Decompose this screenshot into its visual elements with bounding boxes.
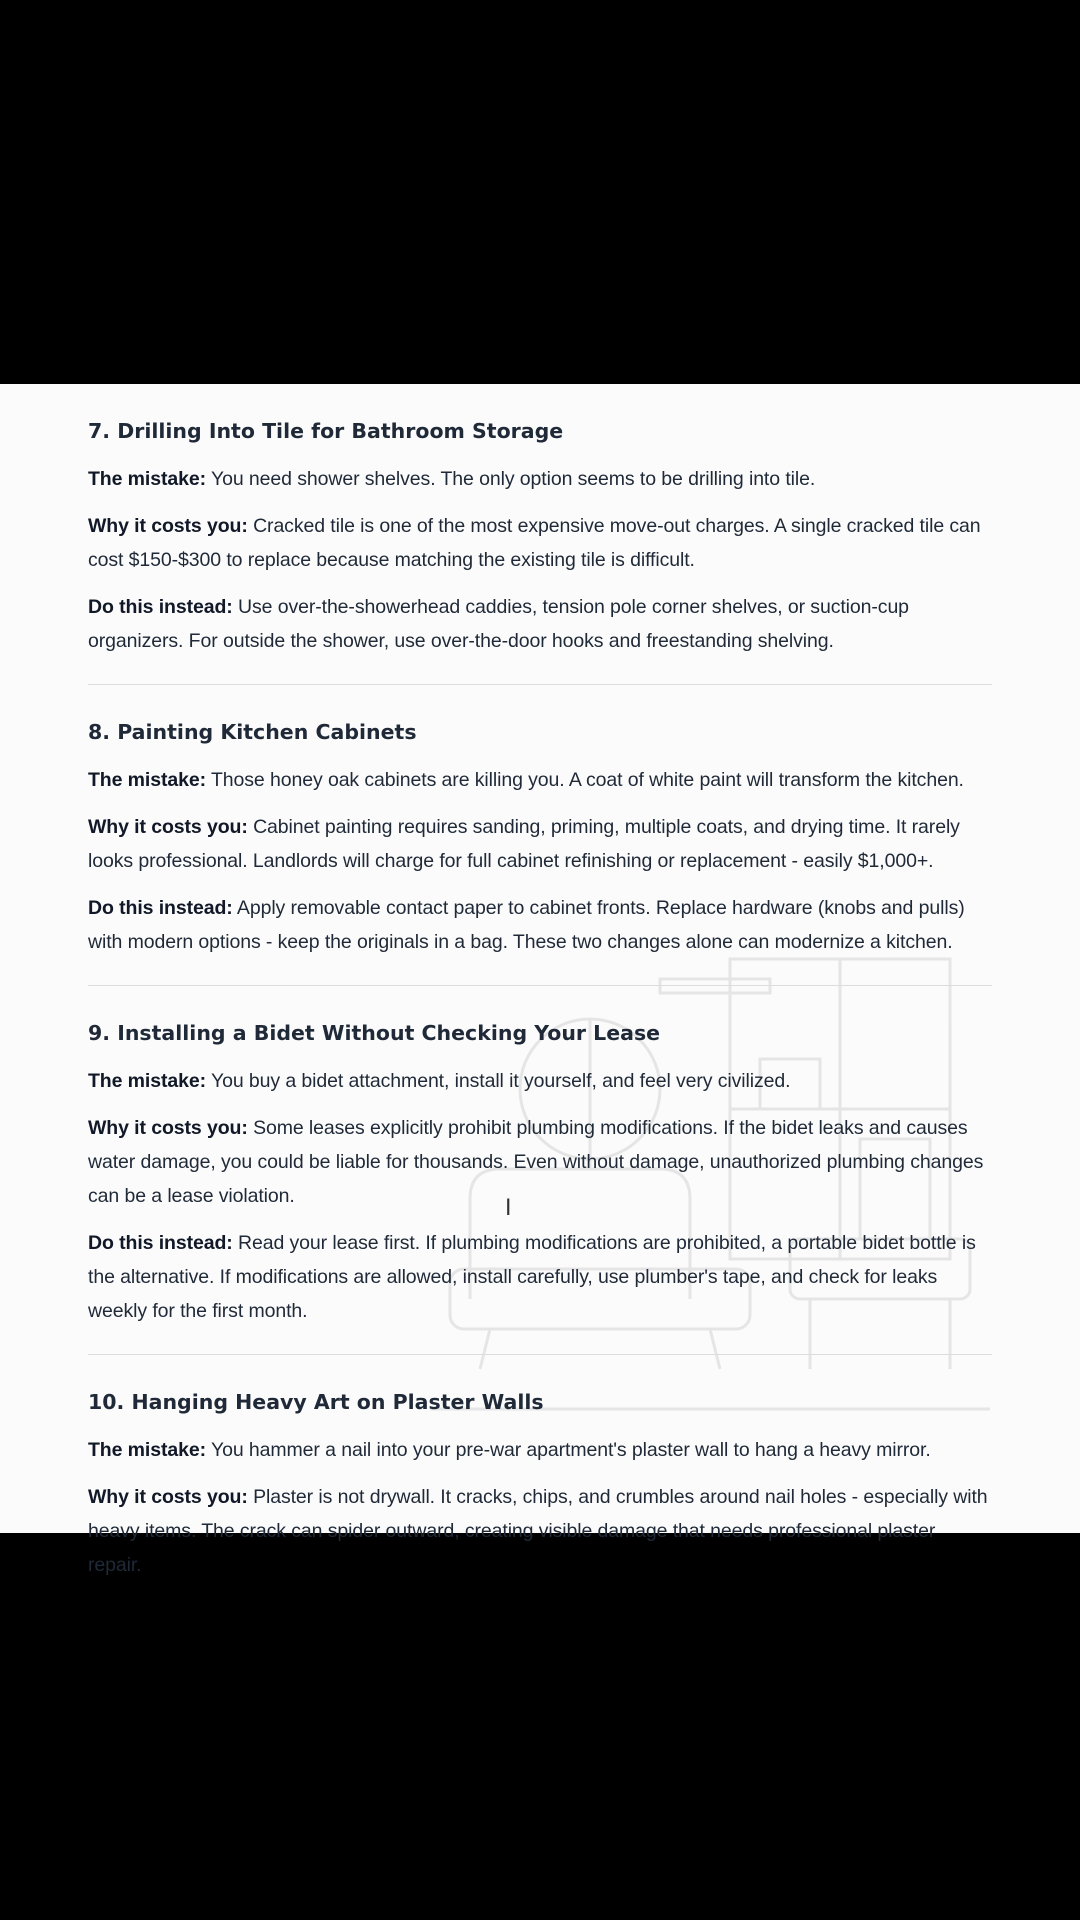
why-paragraph — [88, 1480, 992, 1582]
instead-text: Apply removable contact paper to cabinet fronts. Replace hardware (knobs and pulls) with modern options - keep the originals in a bag. These two changes alone can modernize a kitchen. — [88, 897, 965, 953]
why-label: Why it costs you: — [88, 1486, 248, 1508]
mistake-label: The mistake: — [88, 1439, 207, 1461]
section-title: 7. Drilling Into Tile for Bathroom Storage — [88, 419, 564, 443]
instead-label: Do this instead: — [88, 897, 233, 919]
why-paragraph — [88, 1111, 992, 1213]
instead-text: Use over-the-showerhead caddies, tension pole corner shelves, or suction-cup organizers. For outside the shower, use over-the-door hooks and freestanding shelving. — [88, 596, 909, 652]
why-text: Cabinet painting requires sanding, priming, multiple coats, and drying time. It rarely looks professional. Landlords will charge for full cabinet refinishing or replacement - easily $1,000+. — [88, 816, 960, 872]
why-label: Why it costs you: — [88, 515, 248, 537]
section-10 — [88, 1355, 992, 1582]
mistake-paragraph — [88, 462, 992, 496]
instead-label: Do this instead: — [88, 596, 233, 618]
instead-text: Read your lease first. If plumbing modifications are prohibited, a portable bidet bottle is the alternative. If modifications are allowed, install carefully, use plumber's tape, and check for leaks weekly for the first month. — [88, 1232, 976, 1322]
why-label: Why it costs you: — [88, 1117, 248, 1139]
section-8 — [88, 685, 992, 986]
section-7 — [88, 384, 992, 685]
instead-label: Do this instead: — [88, 1232, 233, 1254]
mistake-label: The mistake: — [88, 1070, 207, 1092]
mistake-text: Those honey oak cabinets are killing you. A coat of white paint will transform the kitchen. — [210, 769, 964, 791]
why-paragraph — [88, 810, 992, 878]
article-viewport[interactable] — [0, 384, 1080, 1576]
why-text: Some leases explicitly prohibit plumbing modifications. If the bidet leaks and causes water damage, you could be liable for thousands. Even without damage, unauthorized plumbing changes can be a lease violation. — [88, 1117, 984, 1207]
mistake-text: You need shower shelves. The only option seems to be drilling into tile. — [210, 468, 816, 490]
why-text: Cracked tile is one of the most expensive move-out charges. A single cracked tile can cost $150-$300 to replace because matching the existing tile is difficult. — [88, 515, 981, 571]
instead-paragraph — [88, 891, 992, 959]
mistake-label: The mistake: — [88, 769, 207, 791]
why-paragraph — [88, 509, 992, 577]
mistake-paragraph — [88, 763, 992, 797]
section-9 — [88, 986, 992, 1355]
instead-paragraph — [88, 1226, 992, 1328]
why-text: Plaster is not drywall. It cracks, chips, and crumbles around nail holes - especially with heavy items. The crack can spider outward, creating visible damage that needs professional plaster repair. — [88, 1486, 988, 1576]
mistake-paragraph — [88, 1064, 992, 1098]
instead-paragraph — [88, 590, 992, 658]
mistake-text: You hammer a nail into your pre-war apartment's plaster wall to hang a heavy mirror. — [210, 1439, 931, 1461]
mistake-paragraph — [88, 1433, 992, 1467]
section-title: 8. Painting Kitchen Cabinets — [88, 720, 417, 744]
section-title: 9. Installing a Bidet Without Checking Your Lease — [88, 1021, 661, 1045]
article-body — [88, 384, 992, 1595]
why-label: Why it costs you: — [88, 816, 248, 838]
mistake-label: The mistake: — [88, 468, 207, 490]
section-title: 10. Hanging Heavy Art on Plaster Walls — [88, 1390, 544, 1414]
text-cursor-icon: I — [505, 1196, 512, 1221]
mistake-text: You buy a bidet attachment, install it yourself, and feel very civilized. — [210, 1070, 791, 1092]
